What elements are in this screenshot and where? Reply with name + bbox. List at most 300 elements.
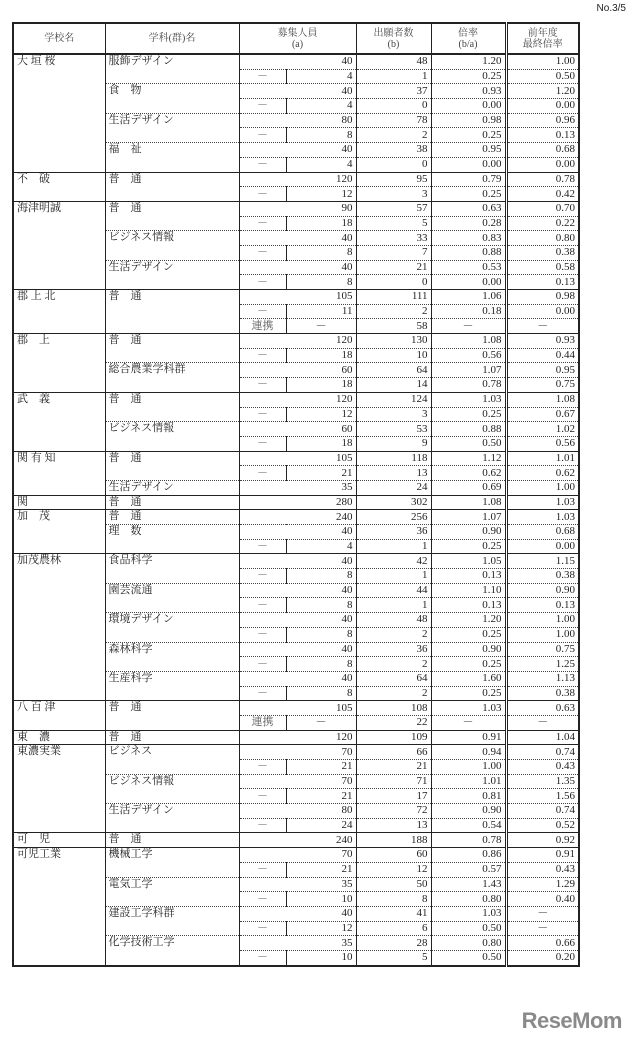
ratio: 1.03 xyxy=(431,392,506,407)
dept-name: 食 物 xyxy=(105,84,239,113)
prev-ratio: 0.00 xyxy=(506,539,579,554)
dept-name: 食品科学 xyxy=(105,554,239,583)
capacity: 4 xyxy=(286,69,356,84)
capacity: 4 xyxy=(286,99,356,114)
dept-name: 普 通 xyxy=(105,833,239,848)
applicants: 1 xyxy=(356,69,431,84)
applicants: 42 xyxy=(356,554,431,569)
prev-ratio: 0.00 xyxy=(506,304,579,319)
school-name: 可児工業 xyxy=(13,848,105,966)
applicants: 108 xyxy=(356,701,431,716)
capacity: 120 xyxy=(239,334,356,349)
ratio: 0.18 xyxy=(431,304,506,319)
header-applicants: 出願者数 (b) xyxy=(356,23,431,54)
ratio: 0.28 xyxy=(431,216,506,231)
prev-ratio: 0.74 xyxy=(506,745,579,760)
capacity: 21 xyxy=(286,760,356,775)
prev-ratio: 1.25 xyxy=(506,657,579,672)
ratio: 1.01 xyxy=(431,774,506,789)
capacity: 60 xyxy=(239,363,356,378)
capacity: 70 xyxy=(239,745,356,760)
applicants: 302 xyxy=(356,495,431,510)
capacity: 40 xyxy=(239,231,356,246)
applicants: 28 xyxy=(356,936,431,951)
dept-name: 電気工学 xyxy=(105,877,239,906)
prev-ratio: 0.43 xyxy=(506,760,579,775)
prev-ratio: 1.02 xyxy=(506,422,579,437)
dept-name: 服飾デザイン xyxy=(105,54,239,84)
dept-name: 普 通 xyxy=(105,701,239,730)
ratio: 0.83 xyxy=(431,231,506,246)
school-name: 関 有 知 xyxy=(13,451,105,495)
sub-quota-label: － xyxy=(239,348,286,363)
capacity: 8 xyxy=(286,275,356,290)
capacity: 70 xyxy=(239,848,356,863)
applicants: 50 xyxy=(356,877,431,892)
prev-ratio: － xyxy=(506,906,579,921)
capacity: 24 xyxy=(286,818,356,833)
capacity: 120 xyxy=(239,730,356,745)
applicants: 21 xyxy=(356,260,431,275)
table-row xyxy=(13,201,579,216)
ratio: 0.00 xyxy=(431,99,506,114)
header-prev-ratio: 前年度 最終倍率 xyxy=(506,23,579,54)
capacity: 40 xyxy=(239,642,356,657)
prev-ratio: 0.90 xyxy=(506,583,579,598)
sub-quota-label: － xyxy=(239,245,286,260)
dept-name: 総合農業学科群 xyxy=(105,363,239,392)
school-name: 不 破 xyxy=(13,172,105,201)
applicants: 36 xyxy=(356,525,431,540)
capacity: 40 xyxy=(239,143,356,158)
applicants: 37 xyxy=(356,84,431,99)
prev-ratio: 1.56 xyxy=(506,789,579,804)
capacity: 12 xyxy=(286,407,356,422)
capacity: 18 xyxy=(286,216,356,231)
dept-name: 森林科学 xyxy=(105,642,239,671)
prev-ratio: 1.35 xyxy=(506,774,579,789)
ratio: 0.69 xyxy=(431,480,506,495)
capacity: 4 xyxy=(286,539,356,554)
ratio: 0.54 xyxy=(431,818,506,833)
sub-quota-label: － xyxy=(239,466,286,481)
sub-quota-label: － xyxy=(239,128,286,143)
ratio: 0.81 xyxy=(431,789,506,804)
capacity: 40 xyxy=(239,906,356,921)
capacity: 18 xyxy=(286,378,356,393)
sub-quota-label: － xyxy=(239,436,286,451)
applicants: 2 xyxy=(356,128,431,143)
sub-quota-label: － xyxy=(239,304,286,319)
prev-ratio: 0.13 xyxy=(506,128,579,143)
dept-name: 建設工学科群 xyxy=(105,906,239,935)
applicants: 72 xyxy=(356,804,431,819)
applicants: 13 xyxy=(356,466,431,481)
ratio: 0.90 xyxy=(431,525,506,540)
prev-ratio: 0.92 xyxy=(506,833,579,848)
applicants: 14 xyxy=(356,378,431,393)
ratio: 0.53 xyxy=(431,260,506,275)
capacity: － xyxy=(286,715,356,730)
capacity: 80 xyxy=(239,804,356,819)
prev-ratio: 1.20 xyxy=(506,84,579,99)
ratio: 1.12 xyxy=(431,451,506,466)
prev-ratio: 0.66 xyxy=(506,936,579,951)
prev-ratio: 0.13 xyxy=(506,275,579,290)
prev-ratio: 0.74 xyxy=(506,804,579,819)
capacity: 40 xyxy=(239,613,356,628)
prev-ratio: 0.38 xyxy=(506,686,579,701)
prev-ratio: 0.38 xyxy=(506,245,579,260)
applicants: 118 xyxy=(356,451,431,466)
ratio: 0.25 xyxy=(431,187,506,202)
ratio: 1.07 xyxy=(431,363,506,378)
school-name: 加 茂 xyxy=(13,510,105,554)
ratio: 0.78 xyxy=(431,833,506,848)
prev-ratio: 1.03 xyxy=(506,495,579,510)
prev-ratio: － xyxy=(506,921,579,936)
ratio: － xyxy=(431,319,506,334)
applicants: 44 xyxy=(356,583,431,598)
table-row xyxy=(13,172,579,187)
applicants: 3 xyxy=(356,187,431,202)
prev-ratio: 1.01 xyxy=(506,451,579,466)
prev-ratio: 0.93 xyxy=(506,334,579,349)
ratio: 1.03 xyxy=(431,701,506,716)
sub-quota-label: － xyxy=(239,627,286,642)
table-row xyxy=(13,451,579,466)
applicants: 5 xyxy=(356,950,431,965)
capacity: 12 xyxy=(286,187,356,202)
prev-ratio: 1.29 xyxy=(506,877,579,892)
sub-quota-label: － xyxy=(239,99,286,114)
page-number: No.3/5 xyxy=(596,3,626,14)
sub-quota-label: － xyxy=(239,657,286,672)
ratio: 1.08 xyxy=(431,334,506,349)
school-name: 郡 上 北 xyxy=(13,290,105,334)
capacity: 11 xyxy=(286,304,356,319)
capacity: 40 xyxy=(239,554,356,569)
capacity: 8 xyxy=(286,598,356,613)
prev-ratio: 0.80 xyxy=(506,231,579,246)
ratio: 0.13 xyxy=(431,569,506,584)
prev-ratio: 0.62 xyxy=(506,466,579,481)
applicants: 12 xyxy=(356,862,431,877)
prev-ratio: 0.63 xyxy=(506,701,579,716)
applicants: 95 xyxy=(356,172,431,187)
sub-quota-label: － xyxy=(239,686,286,701)
table-row xyxy=(13,334,579,349)
sub-quota-label: － xyxy=(239,275,286,290)
dept-name: 普 通 xyxy=(105,451,239,480)
capacity: 90 xyxy=(239,201,356,216)
ratio: 0.62 xyxy=(431,466,506,481)
ratio: 0.25 xyxy=(431,539,506,554)
capacity: 8 xyxy=(286,686,356,701)
ratio: 0.13 xyxy=(431,598,506,613)
capacity: 40 xyxy=(239,84,356,99)
prev-ratio: 0.67 xyxy=(506,407,579,422)
sub-quota-label: － xyxy=(239,539,286,554)
prev-ratio: 0.68 xyxy=(506,143,579,158)
table-row xyxy=(13,54,579,69)
prev-ratio: 0.20 xyxy=(506,950,579,965)
dept-name: ビジネス情報 xyxy=(105,774,239,803)
applicants: 58 xyxy=(356,319,431,334)
school-name: 可 児 xyxy=(13,833,105,848)
prev-ratio: 0.50 xyxy=(506,69,579,84)
capacity: 40 xyxy=(239,525,356,540)
capacity: 10 xyxy=(286,892,356,907)
dept-name: 園芸流通 xyxy=(105,583,239,612)
applicants: 111 xyxy=(356,290,431,305)
applicants: 21 xyxy=(356,760,431,775)
ratio: 1.20 xyxy=(431,54,506,69)
ratio: 0.95 xyxy=(431,143,506,158)
capacity: 80 xyxy=(239,113,356,128)
prev-ratio: 1.04 xyxy=(506,730,579,745)
dept-name: 機械工学 xyxy=(105,848,239,877)
applicants: 64 xyxy=(356,363,431,378)
ratio: 1.00 xyxy=(431,760,506,775)
applicants: 0 xyxy=(356,157,431,172)
table-row xyxy=(13,833,579,848)
applicants: 7 xyxy=(356,245,431,260)
ratio: 0.25 xyxy=(431,69,506,84)
applicants: 1 xyxy=(356,598,431,613)
sub-quota-label: － xyxy=(239,598,286,613)
ratio: 1.06 xyxy=(431,290,506,305)
sub-quota-label: － xyxy=(239,187,286,202)
sub-quota-label: － xyxy=(239,569,286,584)
capacity: 4 xyxy=(286,157,356,172)
header-school: 学校名 xyxy=(13,23,105,54)
prev-ratio: 0.00 xyxy=(506,99,579,114)
capacity: 8 xyxy=(286,128,356,143)
capacity: 240 xyxy=(239,833,356,848)
ratio: 0.80 xyxy=(431,892,506,907)
applicants: 66 xyxy=(356,745,431,760)
prev-ratio: 1.00 xyxy=(506,480,579,495)
prev-ratio: 1.03 xyxy=(506,510,579,525)
capacity: 8 xyxy=(286,569,356,584)
sub-quota-label: － xyxy=(239,69,286,84)
ratio: 0.57 xyxy=(431,862,506,877)
capacity: 8 xyxy=(286,657,356,672)
school-name: 加茂農林 xyxy=(13,554,105,701)
ratio: 0.90 xyxy=(431,804,506,819)
prev-ratio: 1.00 xyxy=(506,613,579,628)
dept-name: ビジネス xyxy=(105,745,239,774)
sub-quota-label: － xyxy=(239,216,286,231)
capacity: 8 xyxy=(286,627,356,642)
prev-ratio: 0.52 xyxy=(506,818,579,833)
prev-ratio: 0.91 xyxy=(506,848,579,863)
prev-ratio: 0.40 xyxy=(506,892,579,907)
header-dept: 学科(群)名 xyxy=(105,23,239,54)
ratio: 0.25 xyxy=(431,627,506,642)
partnership-label: 連携 xyxy=(239,319,286,334)
prev-ratio: 0.22 xyxy=(506,216,579,231)
capacity: 280 xyxy=(239,495,356,510)
ratio: 0.91 xyxy=(431,730,506,745)
applicants: 1 xyxy=(356,569,431,584)
capacity: 21 xyxy=(286,789,356,804)
ratio: 0.00 xyxy=(431,275,506,290)
capacity: － xyxy=(286,319,356,334)
prev-ratio: 1.00 xyxy=(506,54,579,69)
dept-name: 普 通 xyxy=(105,334,239,363)
ratio: 1.08 xyxy=(431,495,506,510)
dept-name: 普 通 xyxy=(105,495,239,510)
capacity: 40 xyxy=(239,583,356,598)
capacity: 18 xyxy=(286,436,356,451)
prev-ratio: － xyxy=(506,319,579,334)
capacity: 60 xyxy=(239,422,356,437)
capacity: 12 xyxy=(286,921,356,936)
dept-name: 普 通 xyxy=(105,290,239,334)
dept-name: 普 通 xyxy=(105,392,239,421)
ratio: 0.25 xyxy=(431,128,506,143)
applicants: 256 xyxy=(356,510,431,525)
applicants: 0 xyxy=(356,275,431,290)
prev-ratio: 0.42 xyxy=(506,187,579,202)
dept-name: 普 通 xyxy=(105,201,239,230)
table-row xyxy=(13,730,579,745)
ratio: 0.88 xyxy=(431,422,506,437)
dept-name: 生活デザイン xyxy=(105,113,239,142)
prev-ratio: 1.00 xyxy=(506,627,579,642)
school-name: 郡 上 xyxy=(13,334,105,393)
ratio: 0.80 xyxy=(431,936,506,951)
sub-quota-label: － xyxy=(239,760,286,775)
school-name: 海津明誠 xyxy=(13,201,105,289)
header-ratio: 倍率 (b/a) xyxy=(431,23,506,54)
applicants: 130 xyxy=(356,334,431,349)
ratio: 0.50 xyxy=(431,436,506,451)
dept-name: 普 通 xyxy=(105,172,239,201)
ratio: 0.86 xyxy=(431,848,506,863)
applicants: 71 xyxy=(356,774,431,789)
prev-ratio: 0.95 xyxy=(506,363,579,378)
applicants: 5 xyxy=(356,216,431,231)
dept-name: 理 数 xyxy=(105,525,239,554)
prev-ratio: 0.43 xyxy=(506,862,579,877)
capacity: 105 xyxy=(239,701,356,716)
dept-name: 普 通 xyxy=(105,730,239,745)
sub-quota-label: － xyxy=(239,892,286,907)
table-row xyxy=(13,392,579,407)
prev-ratio: － xyxy=(506,715,579,730)
sub-quota-label: － xyxy=(239,818,286,833)
prev-ratio: 1.15 xyxy=(506,554,579,569)
dept-name: 生産科学 xyxy=(105,671,239,700)
dept-name: ビジネス情報 xyxy=(105,422,239,451)
prev-ratio: 0.75 xyxy=(506,642,579,657)
capacity: 105 xyxy=(239,451,356,466)
sub-quota-label: － xyxy=(239,378,286,393)
applicants: 78 xyxy=(356,113,431,128)
prev-ratio: 0.98 xyxy=(506,290,579,305)
table-row xyxy=(13,510,579,525)
applicants: 188 xyxy=(356,833,431,848)
capacity: 21 xyxy=(286,466,356,481)
applicants: 1 xyxy=(356,539,431,554)
capacity: 35 xyxy=(239,480,356,495)
capacity: 105 xyxy=(239,290,356,305)
capacity: 70 xyxy=(239,774,356,789)
school-name: 東 濃 xyxy=(13,730,105,745)
applicants: 124 xyxy=(356,392,431,407)
prev-ratio: 0.68 xyxy=(506,525,579,540)
prev-ratio: 0.58 xyxy=(506,260,579,275)
applicants: 48 xyxy=(356,613,431,628)
ratio: 0.50 xyxy=(431,921,506,936)
sub-quota-label: － xyxy=(239,789,286,804)
applicants: 22 xyxy=(356,715,431,730)
prev-ratio: 1.08 xyxy=(506,392,579,407)
capacity: 120 xyxy=(239,392,356,407)
ratio: 0.56 xyxy=(431,348,506,363)
table-row xyxy=(13,701,579,716)
ratio: 0.50 xyxy=(431,950,506,965)
ratio: 0.94 xyxy=(431,745,506,760)
ratio: 0.63 xyxy=(431,201,506,216)
applicants: 38 xyxy=(356,143,431,158)
applicants: 53 xyxy=(356,422,431,437)
ratio: 0.25 xyxy=(431,657,506,672)
table-row xyxy=(13,495,579,510)
capacity: 21 xyxy=(286,862,356,877)
capacity: 35 xyxy=(239,936,356,951)
ratio: 1.43 xyxy=(431,877,506,892)
school-name: 武 義 xyxy=(13,392,105,451)
applicants: 13 xyxy=(356,818,431,833)
ratio: 0.90 xyxy=(431,642,506,657)
prev-ratio: 0.96 xyxy=(506,113,579,128)
ratio: 0.93 xyxy=(431,84,506,99)
applicants: 6 xyxy=(356,921,431,936)
dept-name: 環境デザイン xyxy=(105,613,239,642)
prev-ratio: 0.56 xyxy=(506,436,579,451)
school-name: 関 xyxy=(13,495,105,510)
capacity: 18 xyxy=(286,348,356,363)
table-row xyxy=(13,554,579,569)
dept-name: 生活デザイン xyxy=(105,480,239,495)
capacity: 35 xyxy=(239,877,356,892)
applicant-table xyxy=(12,22,580,967)
applicants: 2 xyxy=(356,686,431,701)
partnership-label: 連携 xyxy=(239,715,286,730)
school-name: 東濃実業 xyxy=(13,745,105,833)
ratio: 1.60 xyxy=(431,671,506,686)
capacity: 40 xyxy=(239,54,356,69)
prev-ratio: 0.78 xyxy=(506,172,579,187)
applicants: 2 xyxy=(356,657,431,672)
ratio: 0.25 xyxy=(431,407,506,422)
capacity: 120 xyxy=(239,172,356,187)
dept-name: 生活デザイン xyxy=(105,260,239,289)
resemom-logo: ReseMom xyxy=(521,1008,622,1033)
prev-ratio: 0.38 xyxy=(506,569,579,584)
prev-ratio: 1.13 xyxy=(506,671,579,686)
dept-name: ビジネス情報 xyxy=(105,231,239,260)
ratio: 1.05 xyxy=(431,554,506,569)
ratio: 1.20 xyxy=(431,613,506,628)
prev-ratio: 0.13 xyxy=(506,598,579,613)
applicants: 0 xyxy=(356,99,431,114)
applicants: 41 xyxy=(356,906,431,921)
